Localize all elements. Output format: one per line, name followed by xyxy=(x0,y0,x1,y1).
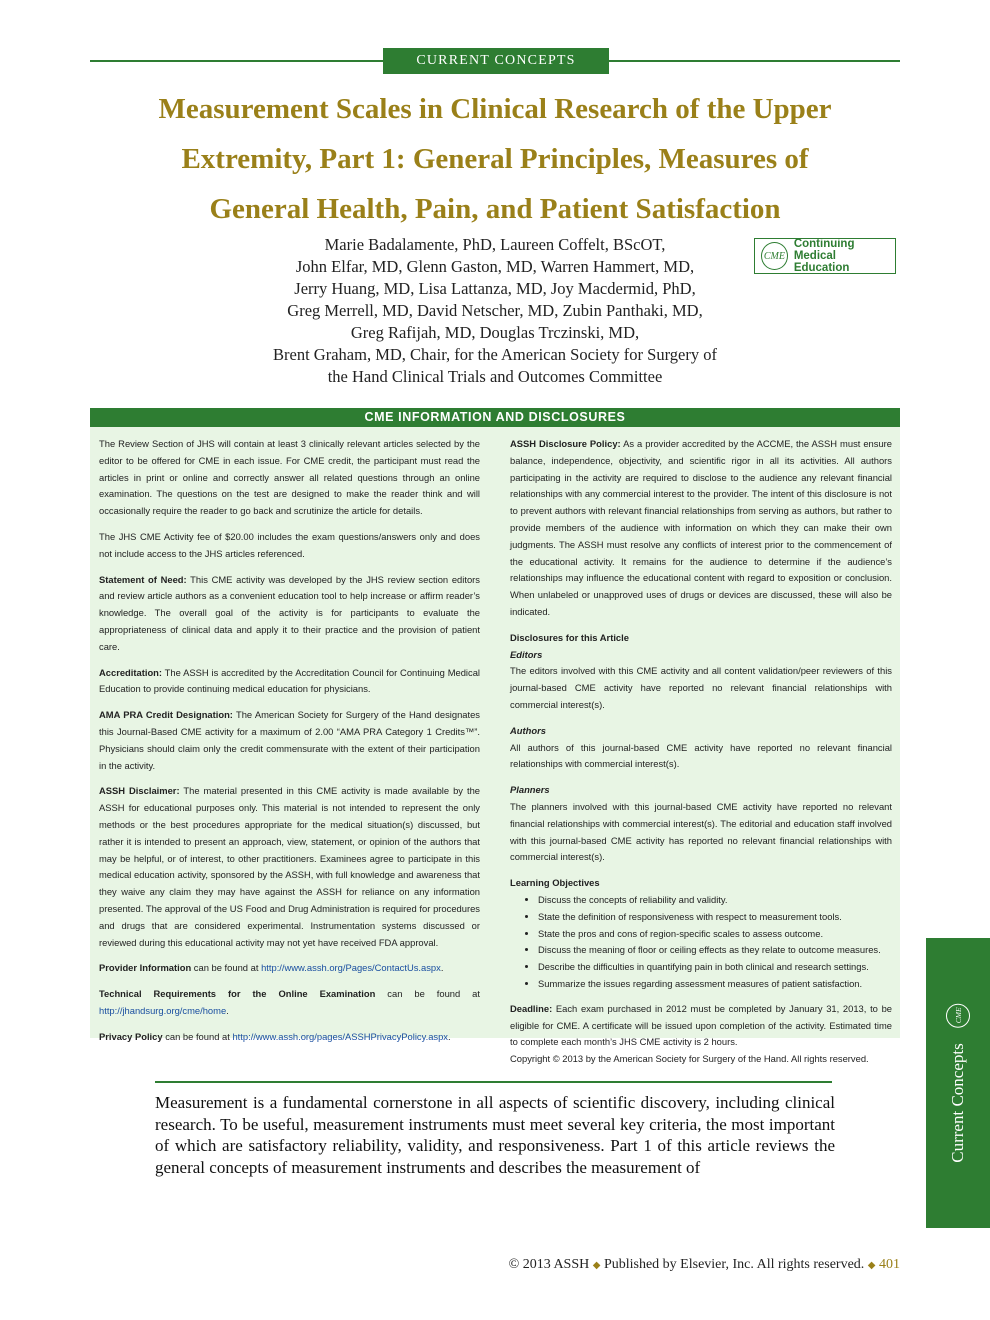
list-item: • State the definition of responsiveness with respect to measurement tools. xyxy=(538,909,892,926)
authors-heading: Authors xyxy=(510,724,546,736)
tech-requirements-link[interactable]: http://jhandsurg.org/cme/home xyxy=(99,1004,227,1016)
list-item: • Discuss the meaning of floor or ceiling effects as they relate to outcome measures. xyxy=(538,942,892,959)
abstract-rule xyxy=(155,1081,832,1083)
planners-text: The planners involved with this journal-based CME activity have reported no relevant financial relationships with commercial interest(s). The editorial and education staff involved with this journal-based CME activity has reported no relevant financial relationships with commercial interest(s). xyxy=(510,800,892,863)
list-item: • Describe the difficulties in quantifying pain in both clinical and research settings. xyxy=(538,959,892,976)
title-line: General Health, Pain, and Patient Satisfaction xyxy=(209,193,781,225)
cme-copyright: Copyright © 2013 by the American Society for Surgery of the Hand. All rights reserved. xyxy=(510,1053,869,1065)
cme-intro-paragraph: The Review Section of JHS will contain at least 3 clinically relevant articles selected by the editor to be offered for CME in each issue. For CME credit, the participant must read the articles in print or online and correctly answer all related questions through an online examination. The questions on the test are designed to make the reader think and will occasionally require the reader to go back and scrutinize the article for details. xyxy=(99,438,480,517)
author-line: Greg Rafijah, MD, Douglas Trczinski, MD, xyxy=(350,323,640,342)
author-line: Brent Graham, MD, Chair, for the American Society for Surgery of xyxy=(273,345,717,364)
title-line: Extremity, Part 1: General Principles, Measures of xyxy=(181,143,809,175)
cme-fee-paragraph: The JHS CME Activity fee of $20.00 includes the exam questions/answers only and does not include access to the JHS articles referenced. xyxy=(99,530,480,559)
cme-badge-text xyxy=(794,238,895,274)
accreditation: Accreditation: The ASSH is accredited by the Accreditation Council for Continuing Medical Education to provide continuing medical education for physicians. xyxy=(99,666,480,695)
author-line: John Elfar, MD, Glenn Gaston, MD, Warren Hammert, MD, xyxy=(295,257,695,276)
title-line: Measurement Scales in Clinical Research of the Upper xyxy=(158,93,832,125)
cme-badge-line: Continuing Medical xyxy=(793,238,855,262)
author-list xyxy=(245,234,745,388)
author-line: Greg Merrell, MD, David Netscher, MD, Zubin Panthaki, MD, xyxy=(287,301,703,320)
page-number: 401 xyxy=(879,1257,900,1272)
provider-link[interactable]: http://www.assh.org/Pages/ContactUs.aspx xyxy=(261,962,441,974)
list-item: • Summarize the issues regarding assessment measures of patient satisfaction. xyxy=(538,976,892,993)
section-label: CURRENT CONCEPTS xyxy=(383,48,609,74)
planners-heading: Planners xyxy=(510,784,550,796)
cme-right-column xyxy=(510,436,892,1077)
privacy-policy-link[interactable]: http://www.assh.org/pages/ASSHPrivacyPolicy.aspx xyxy=(232,1030,448,1042)
footer-copyright: © 2013 ASSH xyxy=(508,1257,590,1272)
cme-badge-line: Education xyxy=(793,262,850,274)
side-tab-label: Current Concepts xyxy=(948,1043,967,1163)
author-line: Jerry Huang, MD, Lisa Lattanza, MD, Joy Macdermid, PhD, xyxy=(294,279,696,298)
diamond-separator-icon: ◆ xyxy=(867,1260,876,1271)
article-title xyxy=(90,84,900,234)
technical-requirements: Technical Requirements for the Online Examination can be found at http://jhandsurg.org/cme/home. xyxy=(99,988,481,1016)
footer-publisher: Published by Elsevier, Inc. All rights reserved. xyxy=(603,1257,865,1272)
provider-information: Provider Information can be found at http://www.assh.org/Pages/ContactUs.aspx. xyxy=(99,962,444,974)
author-line: Marie Badalamente, PhD, Laureen Coffelt, BScOT, xyxy=(324,235,666,254)
cme-badge xyxy=(754,238,896,274)
list-item: • Discuss the concepts of reliability and validity. xyxy=(538,892,892,909)
assh-disclaimer: ASSH Disclaimer: The material presented in this CME activity is made available by the ASSH for educational purposes only. This material is not intended to represent the only methods or the best procedures appropriate for the medical situation(s) discussed, but rather it is intended to present an approach, view, statement, or opinion of the authors that may be helpful, or of interest, to other practitioners. Examinees agree to participate in this medical education activity, sponsored by the ASSH, with full knowledge and awareness that they waive any claim they may have against the ASSH for reliance on any information presented. The approval of the US Food and Drug Administration is required for procedures and drugs that are considered experimental. Instrumentation systems discussed or reviewed during this educational activity may not yet have received FDA approval. xyxy=(99,785,480,948)
diamond-separator-icon: ◆ xyxy=(592,1260,601,1271)
page-footer xyxy=(300,1257,900,1273)
cme-logo-icon: CME xyxy=(946,1003,970,1027)
disclosures-heading: Disclosures for this Article xyxy=(510,631,629,643)
abstract-text: Measurement is a fundamental cornerstone in all aspects of scientific discovery, including clinical research. To be useful, measurement instruments must meet several key criteria, the most important of which are satisfactory reliability, validity, and responsiveness. Part 1 of this article reviews the general concepts of measurement instruments and describes the measurement of xyxy=(155,1093,835,1177)
cme-box-header: CME INFORMATION AND DISCLOSURES xyxy=(90,408,900,427)
ama-credit-designation: AMA PRA Credit Designation: The American Society for Surgery of the Hand designates this Journal-Based CME activity for a maximum of 2.00 “AMA PRA Category 1 Credits™”. Physicians should claim only the credit commensurate with the extent of their participation in the activity. xyxy=(99,709,480,771)
list-item: • State the pros and cons of region-specific scales to assess outcome. xyxy=(538,926,892,943)
editors-text: The editors involved with this CME activity and all content validation/peer reviewers of this journal-based CME activity have reported no relevant financial relationships with commercial interest(s). xyxy=(510,665,892,710)
disclosure-policy: ASSH Disclosure Policy: As a provider accredited by the ACCME, the ASSH must ensure balance, independence, objectivity, and scientific rigor in all its activities. All authors participating in the activity are required to disclose to the audience any relevant financial relationships with any commercial interest to the provider. The intent of this disclosure is not to prevent authors with relevant financial relationships from serving as authors, but rather to provide members of the audience with information on which they can make their own judgments. The ASSH must resolve any conflicts of interest prior to the commencement of the educational activity. It remains for the audience to determine if the audience’s relationships may influence the educational content with regard to exposition or conclusion. When unlabeled or unapproved uses of drugs or devices are discussed, these will also be indicated. xyxy=(510,438,892,617)
authors-text: All authors of this journal-based CME activity have reported no relevant financial relationships with commercial interest(s). xyxy=(510,741,892,770)
cme-logo-icon: CME xyxy=(761,242,788,270)
statement-of-need: Statement of Need: This CME activity was developed by the JHS review section editors and review article authors as a convenient education tool to help increase or affirm reader’s knowledge. The overall goal of the activity is for participants to evaluate the appropriateness of clinical data and apply it to their practice and the provision of patient care. xyxy=(99,573,480,652)
learning-objectives-list xyxy=(510,892,892,993)
cme-info-box xyxy=(90,408,900,1065)
learning-objectives-heading: Learning Objectives xyxy=(510,877,600,889)
side-section-tab xyxy=(926,938,990,1228)
deadline: Deadline: Each exam purchased in 2012 must be completed by January 31, 2013, to be eligible for CME. A certificate will be issued upon completion of the activity. Estimated time to complete each month’s JHS CME activity is 2 hours. xyxy=(510,1002,892,1048)
cme-left-column xyxy=(99,436,480,1055)
privacy-policy: Privacy Policy can be found at http://www.assh.org/pages/ASSHPrivacyPolicy.aspx. xyxy=(99,1030,451,1042)
editors-heading: Editors xyxy=(510,648,543,660)
author-line: the Hand Clinical Trials and Outcomes Committee xyxy=(327,367,663,386)
